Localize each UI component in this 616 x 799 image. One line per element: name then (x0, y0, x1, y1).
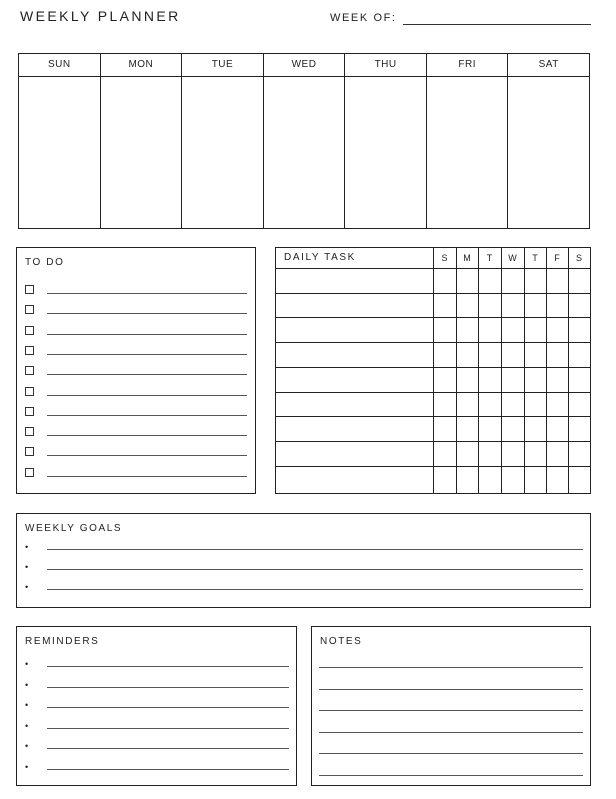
day-header: MON (101, 54, 182, 77)
daily-task-row[interactable] (276, 317, 590, 318)
todo-checkbox[interactable] (25, 366, 34, 375)
todo-line[interactable] (47, 374, 247, 375)
todo-line[interactable] (47, 455, 247, 456)
todo-item (25, 387, 247, 399)
daily-task-day-header: S (441, 253, 448, 263)
weekly-goals-section (16, 513, 591, 608)
daily-task-column-divider (501, 248, 502, 493)
bullet-item (25, 721, 289, 731)
notes-line[interactable] (319, 775, 583, 776)
daily-task-day-header: F (554, 253, 560, 263)
week-of-field[interactable] (403, 24, 591, 25)
daily-task-section (275, 247, 591, 494)
entry-line[interactable] (47, 687, 289, 688)
todo-line[interactable] (47, 415, 247, 416)
day-column-wed[interactable] (264, 54, 346, 228)
todo-item (25, 305, 247, 317)
notes-line[interactable] (319, 732, 583, 733)
daily-task-heading: DAILY TASK (284, 252, 356, 263)
day-column-tue[interactable] (182, 54, 264, 228)
bullet-item (25, 762, 289, 772)
todo-line[interactable] (47, 293, 247, 294)
day-header: THU (345, 54, 426, 77)
todo-checkbox[interactable] (25, 427, 34, 436)
notes-line[interactable] (319, 710, 583, 711)
day-header: SUN (19, 54, 100, 77)
todo-checkbox[interactable] (25, 326, 34, 335)
bullet-icon: • (25, 542, 29, 552)
bullet-item (25, 741, 289, 751)
day-column-sat[interactable] (508, 54, 589, 228)
todo-heading: TO DO (25, 257, 65, 268)
todo-checkbox[interactable] (25, 387, 34, 396)
daily-task-row[interactable] (276, 441, 590, 442)
daily-task-column-divider (524, 248, 525, 493)
bullet-icon: • (25, 679, 29, 690)
bullet-icon: • (25, 562, 29, 572)
entry-line[interactable] (47, 569, 583, 570)
todo-item (25, 427, 247, 439)
entry-line[interactable] (47, 589, 583, 590)
entry-line[interactable] (47, 748, 289, 749)
notes-line[interactable] (319, 753, 583, 754)
daily-task-row[interactable] (276, 416, 590, 417)
bullet-icon: • (25, 720, 29, 731)
todo-item (25, 447, 247, 459)
day-column-mon[interactable] (101, 54, 183, 228)
bullet-icon: • (25, 741, 29, 751)
daily-task-column-divider (456, 248, 457, 493)
day-header: FRI (427, 54, 508, 77)
notes-line[interactable] (319, 689, 583, 690)
day-column-fri[interactable] (427, 54, 509, 228)
bullet-item (25, 659, 289, 669)
entry-line[interactable] (47, 769, 289, 770)
bullet-icon: • (25, 700, 29, 710)
todo-line[interactable] (47, 476, 247, 477)
daily-task-row[interactable] (276, 392, 590, 393)
page-title: WEEKLY PLANNER (20, 8, 181, 24)
daily-task-day-header: M (463, 253, 471, 263)
entry-line[interactable] (47, 666, 289, 667)
daily-task-day-header: T (486, 253, 493, 263)
entry-line[interactable] (47, 728, 289, 729)
daily-task-column-divider (478, 248, 479, 493)
todo-line[interactable] (47, 313, 247, 314)
day-column-sun[interactable] (19, 54, 101, 228)
todo-line[interactable] (47, 354, 247, 355)
todo-checkbox[interactable] (25, 305, 34, 314)
daily-task-day-header: T (532, 253, 538, 263)
day-column-thu[interactable] (345, 54, 427, 228)
todo-line[interactable] (47, 435, 247, 436)
daily-task-column-divider (546, 248, 547, 493)
bullet-item (25, 582, 583, 592)
notes-section (311, 626, 591, 786)
todo-checkbox[interactable] (25, 285, 34, 294)
todo-item (25, 366, 247, 378)
entry-line[interactable] (47, 707, 289, 708)
bullet-item (25, 700, 289, 710)
daily-task-row[interactable] (276, 342, 590, 343)
daily-task-row[interactable] (276, 293, 590, 294)
week-grid (18, 53, 590, 229)
todo-checkbox[interactable] (25, 468, 34, 477)
bullet-item (25, 562, 583, 572)
todo-item (25, 326, 247, 338)
week-of-label: WEEK OF: (330, 12, 397, 24)
daily-task-column-divider (568, 248, 569, 493)
todo-item (25, 346, 247, 358)
todo-item (25, 407, 247, 419)
bullet-item (25, 542, 583, 552)
day-header: WED (264, 54, 345, 77)
day-header: SAT (508, 54, 589, 77)
todo-checkbox[interactable] (25, 407, 34, 416)
daily-task-day-header: W (508, 253, 517, 263)
entry-line[interactable] (47, 549, 583, 550)
day-header: TUE (182, 54, 263, 77)
todo-item (25, 285, 247, 297)
bullet-item (25, 680, 289, 690)
bullet-icon: • (25, 659, 29, 669)
reminders-heading: REMINDERS (25, 636, 100, 647)
todo-checkbox[interactable] (25, 447, 34, 456)
todo-checkbox[interactable] (25, 346, 34, 355)
todo-section (16, 247, 256, 494)
todo-line[interactable] (47, 334, 247, 335)
daily-task-day-header: S (575, 253, 582, 263)
weekly-goals-heading: WEEKLY GOALS (25, 523, 123, 534)
todo-line[interactable] (47, 395, 247, 396)
todo-item (25, 468, 247, 480)
bullet-icon: • (25, 761, 29, 772)
reminders-section (16, 626, 297, 786)
daily-task-row[interactable] (276, 466, 590, 467)
notes-line[interactable] (319, 667, 583, 668)
daily-task-column-divider (433, 248, 434, 493)
notes-heading: NOTES (320, 636, 363, 647)
bullet-icon: • (25, 582, 29, 592)
daily-task-row[interactable] (276, 367, 590, 368)
